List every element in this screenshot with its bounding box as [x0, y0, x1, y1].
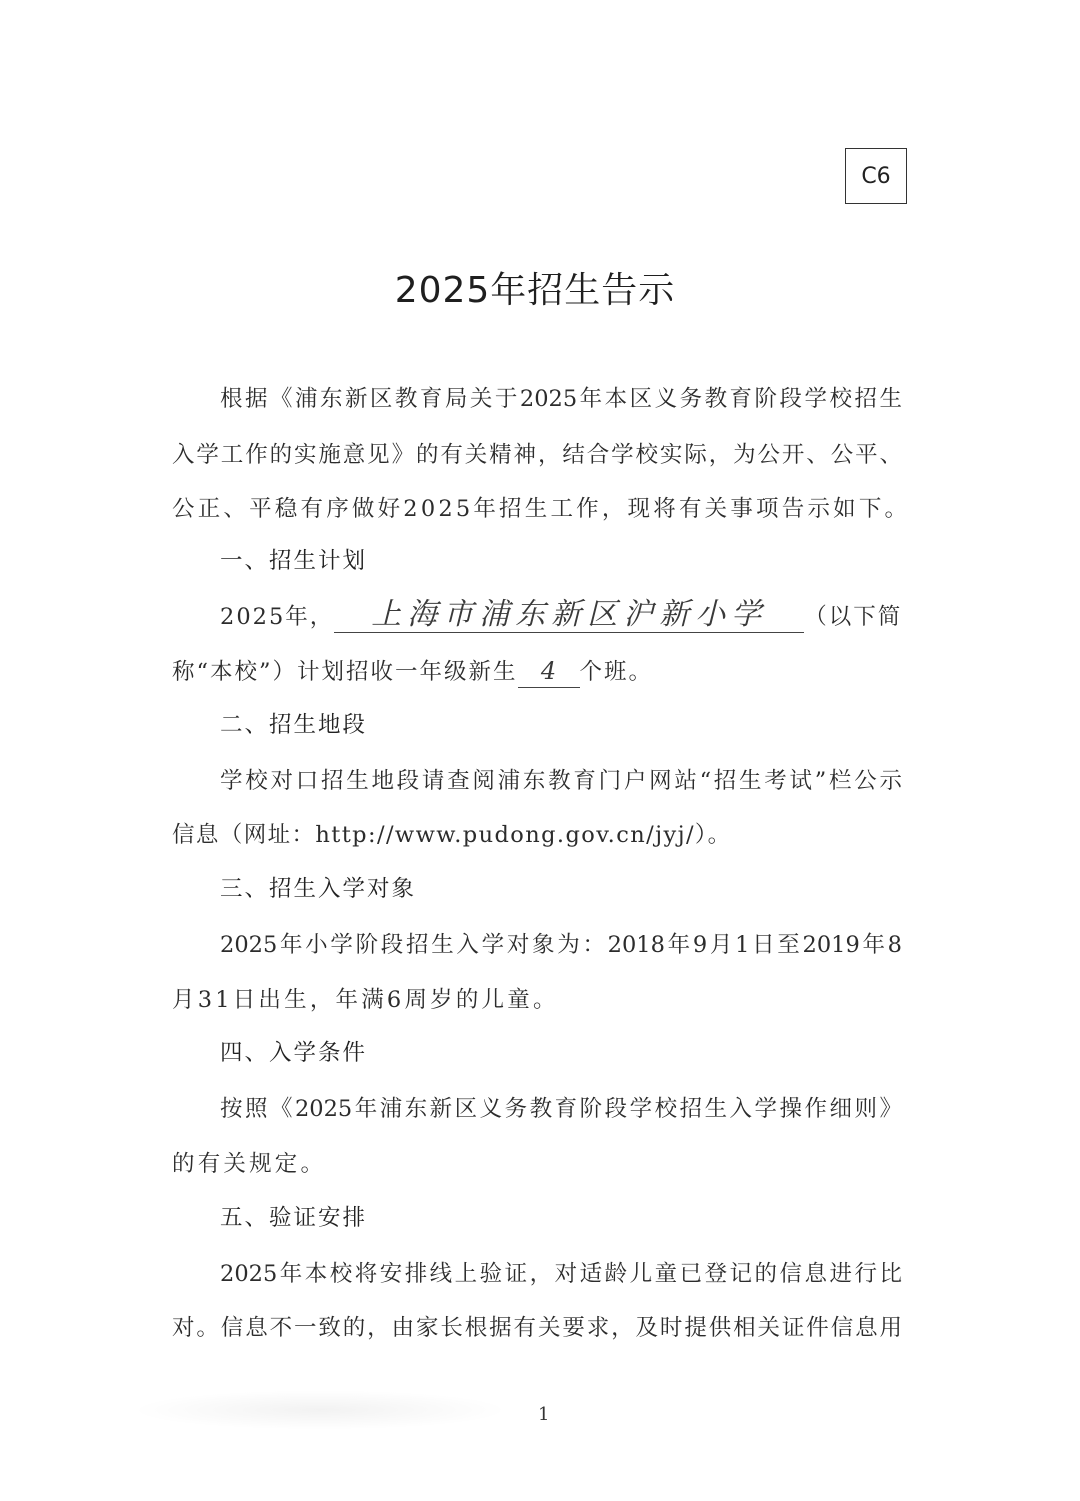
- section-5-heading: 五、验证安排: [220, 1205, 368, 1231]
- section-5-line-2: 对。信息不一致的，由家长根据有关要求，及时提供相关证件信息用: [172, 1315, 902, 1341]
- section-4-line-2: 的有关规定。: [172, 1151, 327, 1177]
- section-2-line-2: 信息（网址：http://www.pudong.gov.cn/jyj/）。: [172, 822, 732, 848]
- intro-line-3: 公正、平稳有序做好2025年招生工作，现将有关事项告示如下。: [172, 496, 911, 522]
- section-3-line-2: 月31日出生，年满6周岁的儿童。: [172, 987, 559, 1013]
- section-5-line-1: 2025年本校将安排线上验证，对适龄儿童已登记的信息进行比: [220, 1261, 902, 1287]
- class-count-field: [518, 656, 580, 688]
- section-1-line2-suffix: 个班。: [579, 659, 654, 685]
- section-4-heading: 四、入学条件: [220, 1040, 368, 1066]
- document-title: 2025年招生告示: [394, 270, 676, 311]
- section-1-line-2: [172, 656, 902, 688]
- section-2-line-1: 学校对口招生地段请查阅浦东教育门户网站“招生考试”栏公示: [220, 768, 902, 794]
- intro-line-2: 入学工作的实施意见》的有关精神，结合学校实际，为公开、公平、: [172, 442, 902, 468]
- section-1-line-1: [220, 597, 903, 633]
- page-number: 1: [538, 1404, 550, 1425]
- intro-line-1: 根据《浦东新区教育局关于2025年本区义务教育阶段学校招生: [220, 386, 902, 412]
- section-1-suffix: （以下简: [804, 604, 903, 630]
- school-name-field: [334, 597, 804, 633]
- section-1-line2-prefix: 称“本校”）计划招收一年级新生: [172, 659, 518, 685]
- scan-smudge: [130, 1390, 510, 1430]
- section-3-heading: 三、招生入学对象: [220, 876, 417, 902]
- section-2-heading: 二、招生地段: [220, 712, 368, 738]
- section-1-prefix: 2025年，: [220, 604, 335, 630]
- school-name-handwritten: 上海市浦东新区沪新小学: [371, 597, 768, 632]
- section-1-heading: 一、招生计划: [220, 548, 368, 574]
- section-4-line-1: 按照《2025年浦东新区义务教育阶段学校招生入学操作细则》: [220, 1096, 902, 1122]
- section-3-line-1: 2025年小学阶段招生入学对象为：2018年9月1日至2019年8: [220, 932, 902, 958]
- class-count-handwritten: 4: [540, 657, 557, 685]
- document-code-box: C6: [845, 148, 907, 204]
